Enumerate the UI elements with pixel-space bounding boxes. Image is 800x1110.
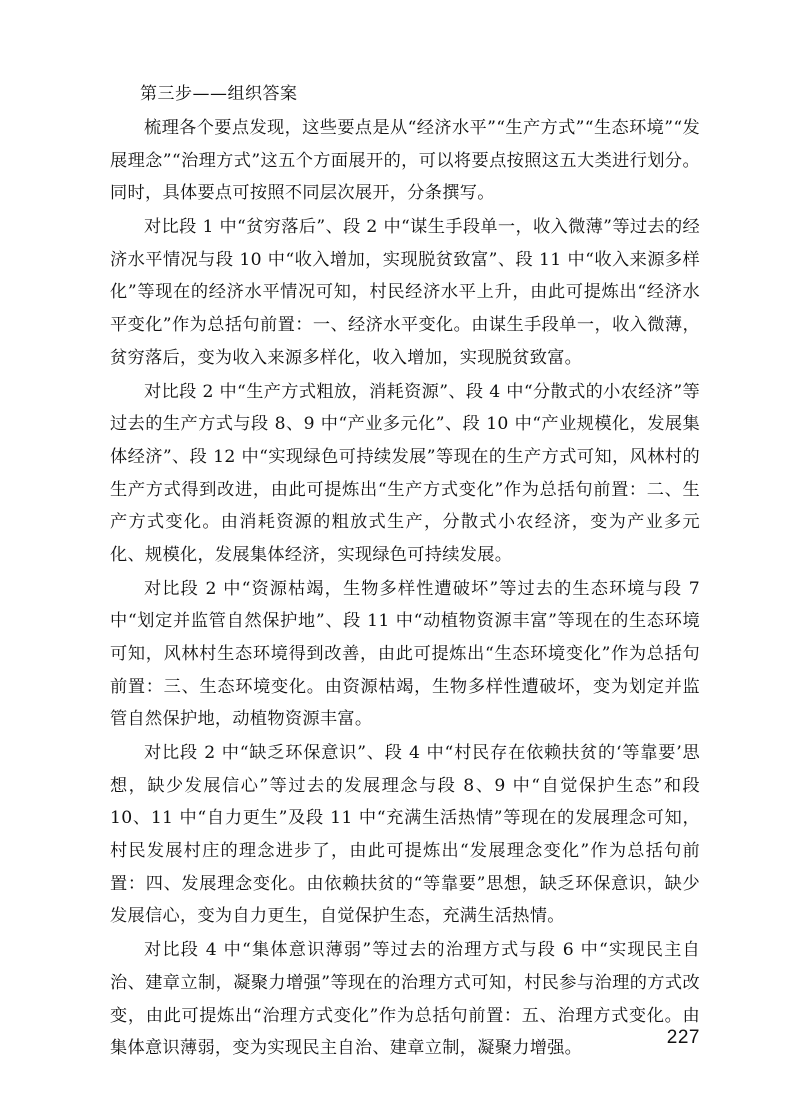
step-heading: 第三步——组织答案 xyxy=(140,84,298,104)
paragraph-development-concept: 对比段 2 中“缺乏环保意识”、段 4 中“村民存在依赖扶贫的‘等靠要’思想，缺少发展信心”等过去的发展理念与段 8、9 中“自觉保护生态”和段 10、11 中“自力更生”及段 11 中“充满生活热情”等现在的发展理念可知，村民发展村庄的理念进步了，由此可提炼出“发展理念变化”作为总括句前置：四、发展理念变化。由依赖扶贫的“等靠要”思想，缺乏环保意识，缺少发展信心，变为自力更生，自觉保护生态，充满生活热情。 xyxy=(110,743,700,927)
paragraph-governance-mode: 对比段 4 中“集体意识薄弱”等过去的治理方式与段 6 中“实现民主自治、建章立制，凝聚力增强”等现在的治理方式可知，村民参与治理的方式改变，由此可提炼出“治理方式变化”作为总括句前置：五、治理方式变化。由集体意识薄弱，变为实现民主自治、建章立制，凝聚力增强。 xyxy=(110,940,700,1059)
page-number: 227 xyxy=(666,1027,700,1048)
paragraph-economic-level: 对比段 1 中“贫穷落后”、段 2 中“谋生手段单一，收入微薄”等过去的经济水平情况与段 10 中“收入增加，实现脱贫致富”、段 11 中“收入来源多样化”等现在的经济水平情况可知，村民经济水平上升，由此可提炼出“经济水平变化”作为总括句前置：一、经济水平变化。由谋生手段单一，收入微薄，贫穷落后，变为收入来源多样化，收入增加，实现脱贫致富。 xyxy=(110,217,700,368)
page-body xyxy=(110,78,700,1066)
paragraph-intro: 梳理各个要点发现，这些要点是从“经济水平”“生产方式”“生态环境”“发展理念”“治理方式”这五个方面展开的，可以将要点按照这五大类进行划分。同时，具体要点可按照不同层次展开，分条撰写。 xyxy=(110,118,700,204)
paragraph-ecological-environment: 对比段 2 中“资源枯竭，生物多样性遭破坏”等过去的生态环境与段 7 中“划定并监管自然保护地”、段 11 中“动植物资源丰富”等现在的生态环境可知，风林村生态环境得到改善，由此可提炼出“生态环境变化”作为总括句前置：三、生态环境变化。由资源枯竭，生物多样性遭破坏，变为划定并监管自然保护地，动植物资源丰富。 xyxy=(110,578,700,730)
paragraph-production-mode: 对比段 2 中“生产方式粗放，消耗资源”、段 4 中“分散式的小农经济”等过去的生产方式与段 8、9 中“产业多元化”、段 10 中“产业规模化，发展集体经济”、段 12 中“实现绿色可持续发展”等现在的生产方式可知，风林村的生产方式得到改进，由此可提炼出“生产方式变化”作为总括句前置：二、生产方式变化。由消耗资源的粗放式生产，分散式小农经济，变为产业多元化、规模化，发展集体经济，实现绿色可持续发展。 xyxy=(110,381,700,565)
